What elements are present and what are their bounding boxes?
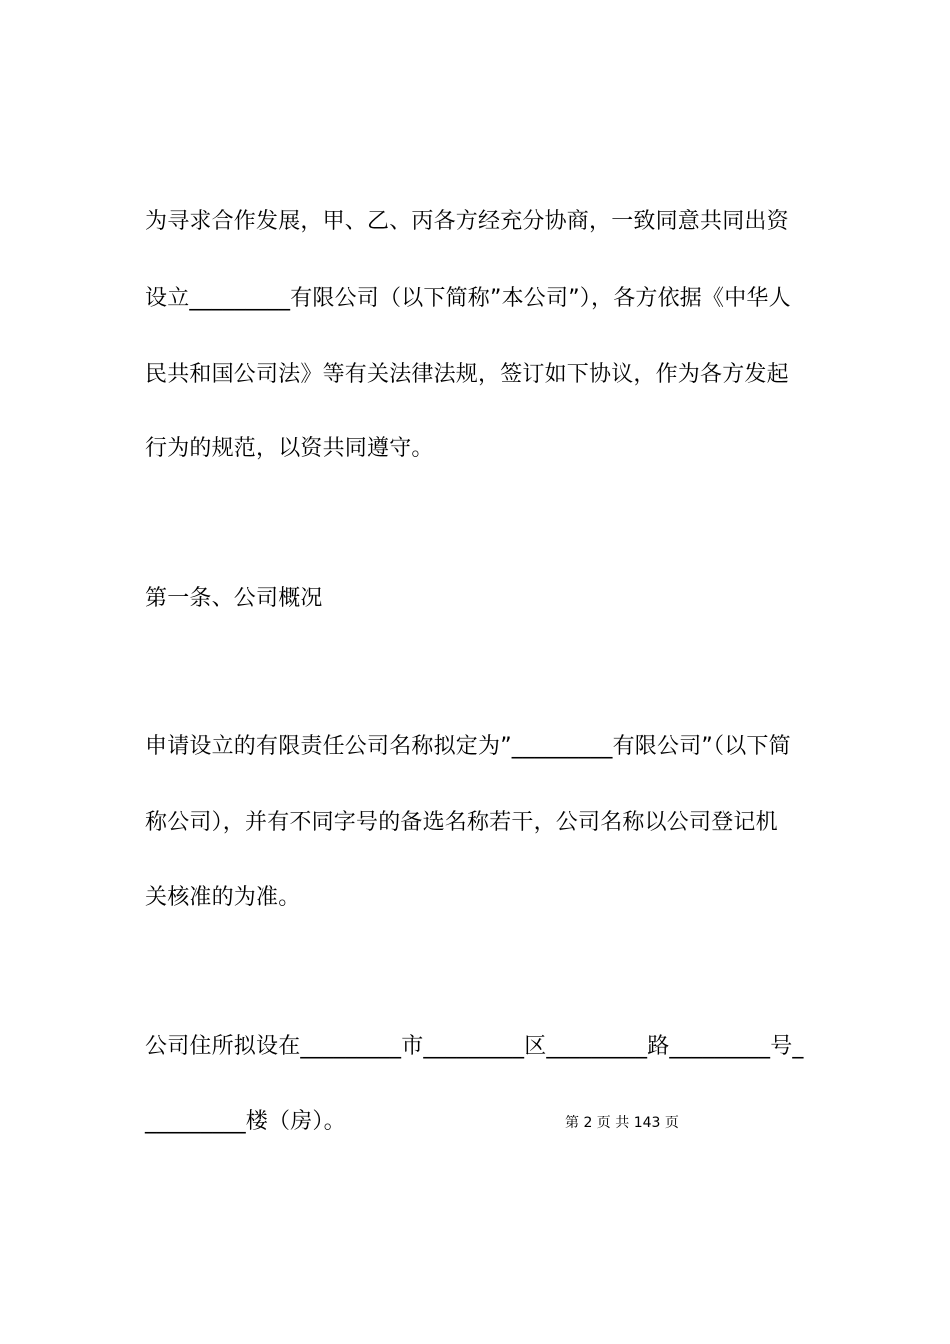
- paragraph-2-line-2: 称公司），并有不同字号的备选名称若干，公司名称以公司登记机: [145, 810, 778, 835]
- page-number: 第 2 页 共 143 页: [565, 1115, 679, 1131]
- paragraph-3-line-2: _________楼（房）。: [145, 1109, 346, 1134]
- paragraph-2-line-1: 申请设立的有限责任公司名称拟定为”_________有限公司”（以下简: [145, 734, 791, 759]
- paragraph-3-line-1: 公司住所拟设在_________市_________区_________路_________号_: [145, 1034, 804, 1059]
- paragraph-1-line-1: 为寻求合作发展，甲、乙、丙各方经充分协商，一致同意共同出资: [145, 209, 789, 234]
- section-heading: 第一条、公司概况: [145, 586, 323, 611]
- paragraph-1-line-2: 设立_________有限公司（以下简称”本公司”），各方依据《中华人: [145, 286, 791, 311]
- paragraph-1-line-3: 民共和国公司法》等有关法律法规，签订如下协议，作为各方发起: [145, 362, 789, 387]
- paragraph-2-line-3: 关核准的为准。: [145, 885, 301, 910]
- paragraph-1-line-4: 行为的规范，以资共同遵守。: [145, 436, 434, 461]
